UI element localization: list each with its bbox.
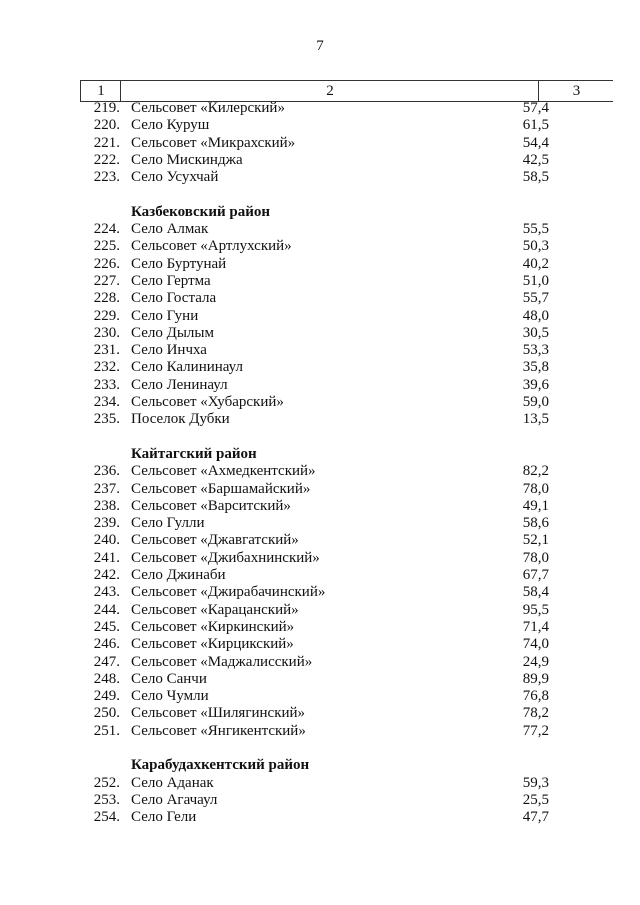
row-value: 78,0 bbox=[522, 549, 549, 566]
row-value: 57,4 bbox=[522, 100, 549, 116]
row-name: Сельсовет «Артлухский» bbox=[131, 238, 292, 255]
row-name: Село Ленинаул bbox=[131, 376, 228, 393]
table-row bbox=[0, 705, 640, 722]
table-row bbox=[0, 100, 640, 117]
row-name: Село Агачаул bbox=[131, 791, 218, 808]
table-row bbox=[0, 152, 640, 169]
row-number: 254. bbox=[93, 809, 120, 826]
district-heading-text: Кайтагский район bbox=[131, 445, 257, 462]
row-name: Сельсовет «Киркинский» bbox=[131, 618, 295, 635]
row-value: 89,9 bbox=[522, 670, 549, 687]
row-number: 228. bbox=[93, 290, 120, 307]
table-row bbox=[0, 723, 640, 740]
row-number: 223. bbox=[93, 169, 120, 186]
row-name: Сельсовет «Маджалисский» bbox=[131, 653, 313, 670]
row-value: 54,4 bbox=[522, 134, 549, 151]
row-value: 39,6 bbox=[522, 376, 549, 393]
row-number: 234. bbox=[93, 394, 120, 411]
table-row bbox=[0, 221, 640, 238]
table-row bbox=[0, 463, 640, 480]
row-number: 229. bbox=[93, 307, 120, 324]
row-value: 24,9 bbox=[522, 653, 549, 670]
row-name: Поселок Дубки bbox=[131, 411, 230, 428]
row-name: Село Гуни bbox=[131, 307, 199, 324]
row-value: 61,5 bbox=[522, 117, 549, 134]
table-row bbox=[0, 567, 640, 584]
row-value: 58,5 bbox=[522, 169, 549, 186]
row-name: Сельсовет «Джирабачинский» bbox=[131, 584, 326, 601]
row-name: Село Санчи bbox=[131, 670, 207, 687]
row-number: 241. bbox=[93, 549, 120, 566]
table-row bbox=[0, 619, 640, 636]
row-number: 238. bbox=[93, 497, 120, 514]
table-row bbox=[0, 377, 640, 394]
table-row bbox=[0, 411, 640, 428]
district-heading bbox=[0, 446, 640, 463]
row-name: Сельсовет «Карацанский» bbox=[131, 601, 299, 618]
row-name: Село Гертма bbox=[131, 272, 211, 289]
row-value: 40,2 bbox=[522, 255, 549, 272]
row-number: 250. bbox=[93, 705, 120, 722]
row-number: 227. bbox=[93, 272, 120, 289]
table-row bbox=[0, 481, 640, 498]
row-number: 236. bbox=[93, 463, 120, 480]
row-number: 244. bbox=[93, 601, 120, 618]
row-value: 30,5 bbox=[522, 324, 549, 341]
row-name: Сельсовет «Варситский» bbox=[131, 497, 291, 514]
row-number: 221. bbox=[93, 134, 120, 151]
column-header-3: 3 bbox=[538, 81, 614, 101]
table-row bbox=[0, 135, 640, 152]
row-number: 220. bbox=[93, 117, 120, 134]
row-name: Сельсовет «Джавгатский» bbox=[131, 532, 299, 549]
row-value: 51,0 bbox=[522, 272, 549, 289]
table-row bbox=[0, 550, 640, 567]
row-name: Сельсовет «Баршамайский» bbox=[131, 480, 311, 497]
row-name: Село Дылым bbox=[131, 324, 214, 341]
table-body bbox=[0, 100, 640, 826]
row-name: Село Чумли bbox=[131, 688, 209, 705]
row-value: 59,3 bbox=[522, 774, 549, 791]
row-name: Сельсовет «Ахмедкентский» bbox=[131, 463, 316, 480]
row-value: 58,6 bbox=[522, 515, 549, 532]
district-heading bbox=[0, 757, 640, 774]
row-number: 243. bbox=[93, 584, 120, 601]
table-row bbox=[0, 308, 640, 325]
row-value: 47,7 bbox=[522, 809, 549, 826]
row-value: 78,2 bbox=[522, 705, 549, 722]
row-number: 235. bbox=[93, 411, 120, 428]
table-row bbox=[0, 394, 640, 411]
row-value: 25,5 bbox=[522, 791, 549, 808]
row-number: 219. bbox=[93, 100, 120, 116]
table-row bbox=[0, 117, 640, 134]
row-number: 253. bbox=[93, 791, 120, 808]
page-number: 7 bbox=[316, 38, 324, 54]
row-number: 232. bbox=[93, 359, 120, 376]
district-heading-text: Казбековский район bbox=[131, 203, 270, 220]
row-name: Село Аданак bbox=[131, 774, 214, 791]
row-number: 226. bbox=[93, 255, 120, 272]
row-value: 53,3 bbox=[522, 342, 549, 359]
table-row bbox=[0, 602, 640, 619]
table-row bbox=[0, 688, 640, 705]
row-value: 76,8 bbox=[522, 688, 549, 705]
row-name: Село Гостала bbox=[131, 290, 217, 307]
section-gap bbox=[0, 186, 640, 203]
column-header-2: 2 bbox=[120, 81, 539, 101]
row-name: Село Алмак bbox=[131, 221, 209, 238]
table-row bbox=[0, 532, 640, 549]
row-number: 242. bbox=[93, 567, 120, 584]
row-name: Село Гели bbox=[131, 809, 197, 826]
row-name: Сельсовет «Джибахнинский» bbox=[131, 549, 320, 566]
row-number: 248. bbox=[93, 670, 120, 687]
row-number: 251. bbox=[93, 722, 120, 739]
table-row bbox=[0, 636, 640, 653]
district-heading bbox=[0, 204, 640, 221]
row-name: Село Куруш bbox=[131, 117, 210, 134]
row-name: Сельсовет «Хубарский» bbox=[131, 394, 284, 411]
row-name: Село Усухчай bbox=[131, 169, 219, 186]
row-name: Сельсовет «Кирцикский» bbox=[131, 636, 294, 653]
table-row bbox=[0, 325, 640, 342]
row-number: 249. bbox=[93, 688, 120, 705]
row-name: Сельсовет «Шилягинский» bbox=[131, 705, 306, 722]
table-row bbox=[0, 169, 640, 186]
row-number: 246. bbox=[93, 636, 120, 653]
row-value: 71,4 bbox=[522, 618, 549, 635]
row-value: 55,7 bbox=[522, 290, 549, 307]
row-number: 237. bbox=[93, 480, 120, 497]
row-value: 55,5 bbox=[522, 221, 549, 238]
table-row bbox=[0, 792, 640, 809]
table-row bbox=[0, 775, 640, 792]
row-number: 252. bbox=[93, 774, 120, 791]
row-number: 245. bbox=[93, 618, 120, 635]
row-name: Село Инчха bbox=[131, 342, 207, 359]
table-header bbox=[80, 80, 613, 102]
row-name: Село Гулли bbox=[131, 515, 205, 532]
section-gap bbox=[0, 740, 640, 757]
table-row bbox=[0, 515, 640, 532]
table-row bbox=[0, 671, 640, 688]
table-row bbox=[0, 290, 640, 307]
row-value: 50,3 bbox=[522, 238, 549, 255]
row-value: 74,0 bbox=[522, 636, 549, 653]
row-value: 52,1 bbox=[522, 532, 549, 549]
table-row bbox=[0, 256, 640, 273]
row-value: 77,2 bbox=[522, 722, 549, 739]
column-header-1: 1 bbox=[80, 81, 121, 101]
row-value: 49,1 bbox=[522, 497, 549, 514]
table-row bbox=[0, 273, 640, 290]
table-row bbox=[0, 498, 640, 515]
row-value: 48,0 bbox=[522, 307, 549, 324]
table-row bbox=[0, 809, 640, 826]
row-value: 82,2 bbox=[522, 463, 549, 480]
row-number: 225. bbox=[93, 238, 120, 255]
row-value: 95,5 bbox=[522, 601, 549, 618]
row-value: 78,0 bbox=[522, 480, 549, 497]
district-heading-text: Карабудахкентский район bbox=[131, 757, 310, 774]
row-name: Село Буртунай bbox=[131, 255, 227, 272]
row-name: Село Мискинджа bbox=[131, 151, 243, 168]
row-number: 239. bbox=[93, 515, 120, 532]
row-value: 13,5 bbox=[522, 411, 549, 428]
row-number: 247. bbox=[93, 653, 120, 670]
row-name: Село Калининаул bbox=[131, 359, 243, 376]
section-gap bbox=[0, 429, 640, 446]
table-row bbox=[0, 342, 640, 359]
row-name: Сельсовет «Килерский» bbox=[131, 100, 285, 116]
table-row bbox=[0, 584, 640, 601]
table-row bbox=[0, 238, 640, 255]
row-number: 240. bbox=[93, 532, 120, 549]
row-name: Сельсовет «Микрахский» bbox=[131, 134, 296, 151]
row-number: 233. bbox=[93, 376, 120, 393]
row-value: 67,7 bbox=[522, 567, 549, 584]
row-number: 231. bbox=[93, 342, 120, 359]
row-number: 224. bbox=[93, 221, 120, 238]
table-row bbox=[0, 654, 640, 671]
row-name: Сельсовет «Янгикентский» bbox=[131, 722, 306, 739]
table-row bbox=[0, 359, 640, 376]
row-name: Село Джинаби bbox=[131, 567, 226, 584]
row-number: 230. bbox=[93, 324, 120, 341]
row-value: 59,0 bbox=[522, 394, 549, 411]
row-value: 42,5 bbox=[522, 151, 549, 168]
row-number: 222. bbox=[93, 151, 120, 168]
row-value: 35,8 bbox=[522, 359, 549, 376]
row-value: 58,4 bbox=[522, 584, 549, 601]
